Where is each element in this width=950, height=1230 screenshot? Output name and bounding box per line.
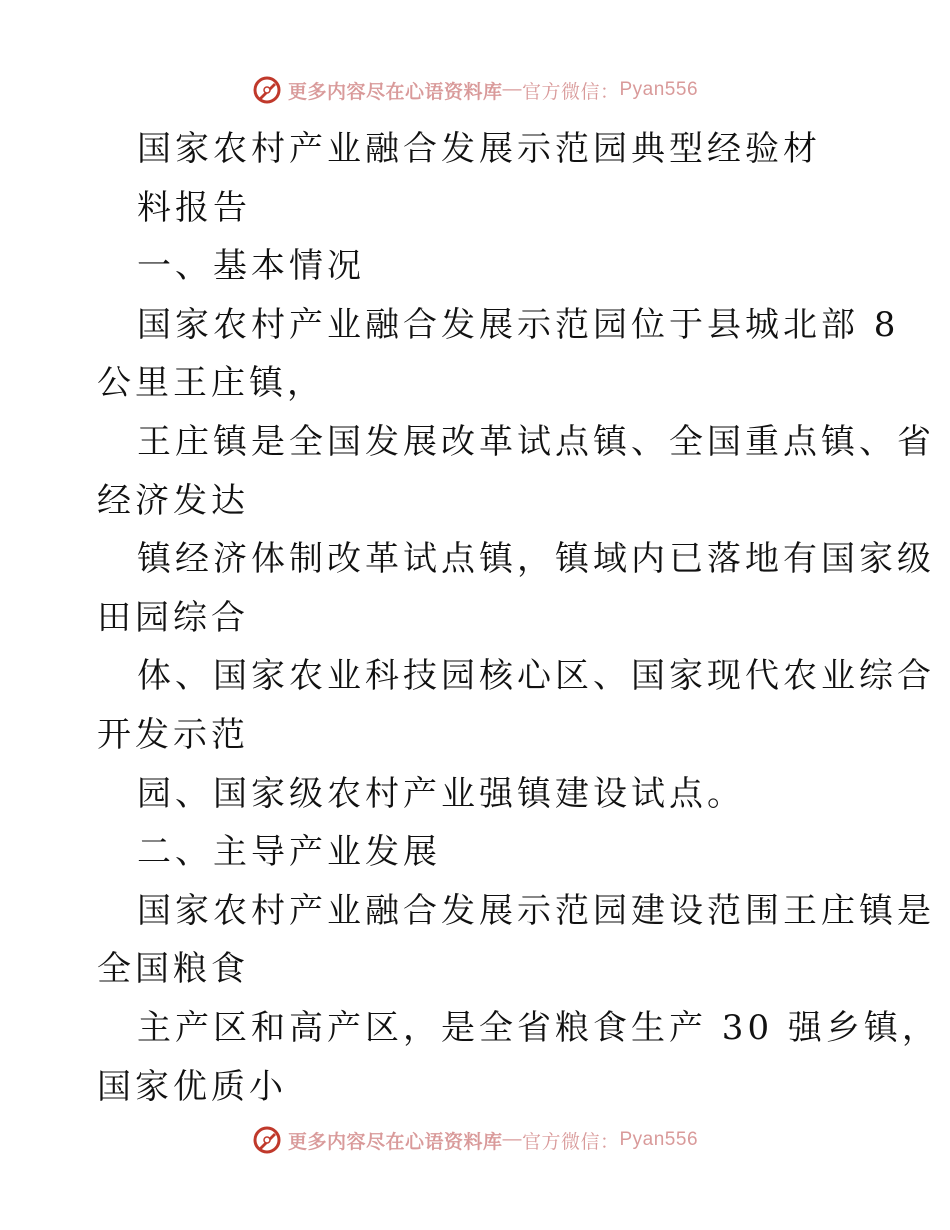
paragraph-line: 田园综合 [97,597,249,638]
title-line-1: 国家农村产业融合发展示范园典型经验材 [137,129,821,169]
section-heading-1: 一、基本情况 [137,246,365,287]
paragraph-line: 镇经济体制改革试点镇，镇域内已落地有国家级 [137,539,935,580]
paragraph-line: 主产区和高产区，是全省粮食生产 30 强乡镇， [137,1007,940,1048]
paragraph-line: 体、国家农业科技园核心区、国家现代农业综合 [137,656,935,697]
quill-logo-icon [252,75,282,105]
banner-wechat-label: 官方微信： [521,81,620,103]
banner-slogan: 更多内容尽在心语资料库 [287,81,503,103]
paragraph-line: 国家农村产业融合发展示范园建设范围王庄镇是 [137,890,935,931]
paragraph-line: 公里王庄镇， [97,363,325,404]
paragraph-line: 王庄镇是全国发展改革试点镇、全国重点镇、省 [137,421,935,462]
banner-dash: — [502,1129,522,1150]
paragraph-line: 国家农村产业融合发展示范园位于县城北部 8 [137,304,900,345]
paragraph-line: 开发示范 [97,714,249,755]
document-body [97,120,940,1116]
paragraph-line: 经济发达 [97,480,249,521]
banner-wechat-id: Pyan556 [619,79,699,100]
banner-slogan: 更多内容尽在心语资料库 [287,1131,503,1153]
quill-logo-icon [252,1125,282,1155]
banner-wechat-label: 官方微信： [521,1131,620,1153]
footer-banner [0,1120,950,1160]
section-heading-2: 二、主导产业发展 [137,832,441,873]
banner-wechat-id: Pyan556 [619,1129,699,1150]
paragraph-line: 全国粮食 [97,949,249,990]
header-banner [0,70,950,110]
title-line-2: 料报告 [137,187,251,228]
paragraph-line: 国家优质小 [97,1066,287,1107]
banner-dash: — [502,79,522,100]
paragraph-line: 园、国家级农村产业强镇建设试点。 [137,773,745,814]
